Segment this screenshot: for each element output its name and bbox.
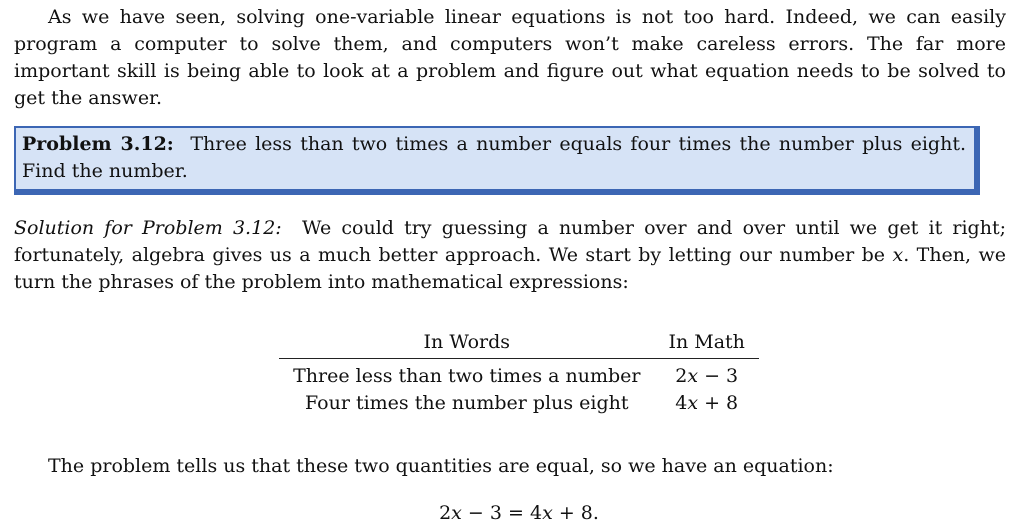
eq-right-coef: 4: [529, 502, 543, 524]
eq-right-var: x: [542, 502, 553, 524]
eq-left-rest: − 3 =: [461, 502, 530, 524]
textbook-page: [14, 4, 1006, 527]
intro-paragraph: As we have seen, solving one-variable linear equations is not too hard. Indeed, we can easily program a computer to solve them, and computers won’t make careless errors. The far more important skill is being able to look at a problem and figure out what equation needs to be solved to get the answer.: [14, 6, 1006, 109]
math-coef: 2: [675, 365, 688, 387]
row-words: Three less than two times a number: [293, 365, 641, 387]
math-var: x: [687, 392, 699, 414]
equation-intro: The problem tells us that these two quantities are equal, so we have an equation:: [48, 455, 834, 477]
problem-label: Problem 3.12:: [22, 133, 174, 155]
header-in-math: In Math: [654, 330, 758, 359]
words-math-table: [279, 330, 759, 417]
solution-label: Solution for Problem 3.12:: [14, 217, 282, 239]
eq-left-var: x: [451, 502, 462, 524]
row-words: Four times the number plus eight: [305, 392, 629, 414]
display-equation: [14, 500, 1006, 527]
row-math: [654, 359, 758, 391]
problem-text: Three less than two times a number equals four times the number plus eight. Find the number.: [22, 133, 966, 182]
math-var: x: [687, 365, 699, 387]
math-rest: − 3: [698, 365, 739, 387]
eq-left-coef: 2: [439, 502, 452, 524]
solution-text-part1: We could try guessing a number over and over until we get it right; fortunately, algebra gives us a much better approach. We start by letting our number be: [14, 217, 1006, 266]
eq-right-rest: + 8.: [552, 502, 599, 524]
solution-text-part2: . Then, we turn the phrases of the problem into mathematical expressions:: [14, 244, 1007, 293]
table-header-row: [279, 330, 759, 359]
row-math: [654, 390, 758, 417]
solution-variable: x: [892, 244, 904, 266]
translation-table-wrap: [14, 330, 1006, 417]
header-in-words: In Words: [279, 330, 654, 359]
problem-statement: [22, 131, 966, 185]
math-coef: 4: [675, 392, 688, 414]
solution-paragraph: [14, 215, 1006, 296]
problem-box: [14, 126, 980, 195]
math-rest: + 8: [698, 392, 739, 414]
table-row: [279, 390, 759, 417]
table-row: [279, 359, 759, 391]
